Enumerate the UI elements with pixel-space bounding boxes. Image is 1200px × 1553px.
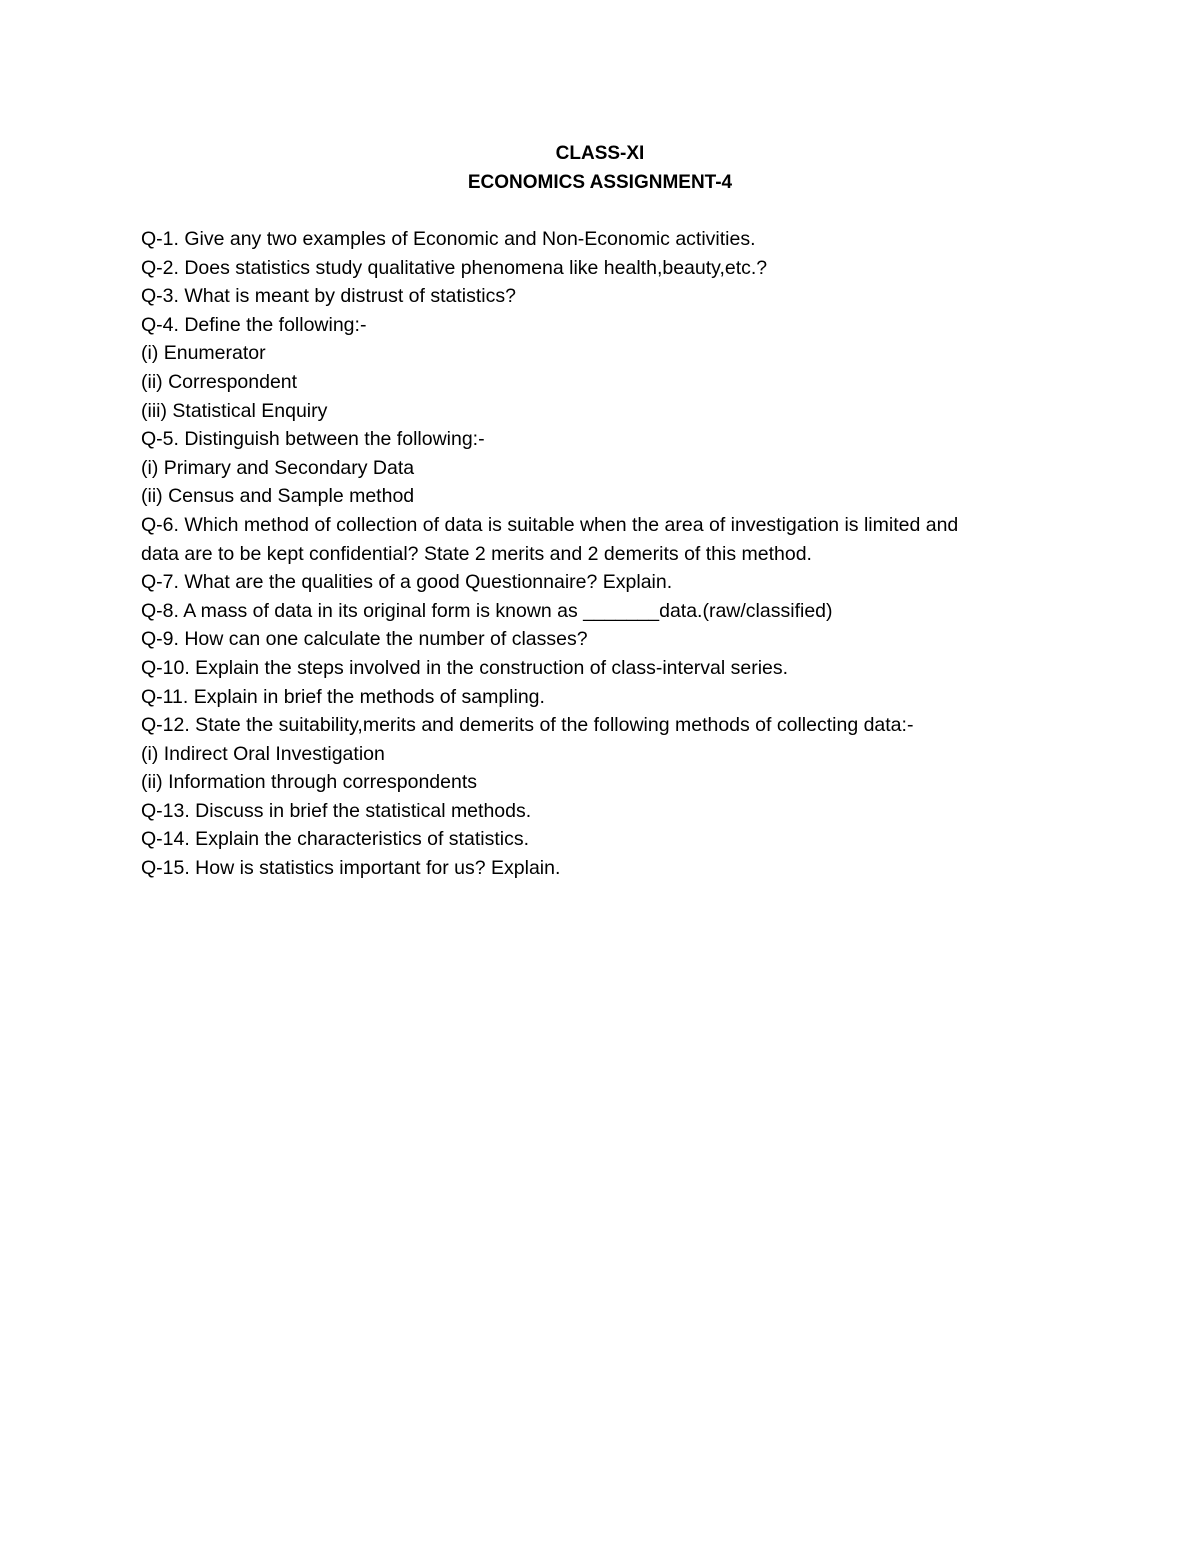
- question-10: Q-10. Explain the steps involved in the construction of class-interval series.: [141, 656, 789, 679]
- question-3: Q-3. What is meant by distrust of statistics?: [141, 285, 516, 308]
- question-4-item-iii: (iii) Statistical Enquiry: [141, 399, 328, 422]
- question-12: Q-12. State the suitability,merits and demerits of the following methods of collecting data:-: [141, 714, 914, 737]
- question-12-item-ii: (ii) Information through correspondents: [141, 771, 478, 794]
- question-11: Q-11. Explain in brief the methods of sampling.: [141, 685, 545, 708]
- question-2: Q-2. Does statistics study qualitative phenomena like health,beauty,etc.?: [141, 256, 768, 279]
- question-7: Q-7. What are the qualities of a good Questionnaire? Explain.: [141, 571, 673, 594]
- question-15: Q-15. How is statistics important for us? Explain.: [141, 857, 561, 880]
- question-6: Q-6. Which method of collection of data is suitable when the area of investigation is limited and: [141, 513, 959, 536]
- question-4-item-ii: (ii) Correspondent: [141, 370, 298, 393]
- question-5-item-ii: (ii) Census and Sample method: [141, 485, 415, 508]
- question-8: Q-8. A mass of data in its original form is known as _______data.(raw/classified): [141, 599, 833, 622]
- assignment-heading: ECONOMICS ASSIGNMENT-4: [467, 172, 733, 193]
- question-13: Q-13. Discuss in brief the statistical methods.: [141, 799, 532, 822]
- question-1: Q-1. Give any two examples of Economic and Non-Economic activities.: [141, 228, 756, 250]
- question-6-continued: data are to be kept confidential? State 2 merits and 2 demerits of this method.: [141, 542, 812, 565]
- question-4: Q-4. Define the following:-: [141, 313, 367, 336]
- question-12-item-i: (i) Indirect Oral Investigation: [141, 742, 385, 765]
- question-4-item-i: (i) Enumerator: [141, 342, 266, 365]
- class-heading: CLASS-XI: [555, 143, 645, 164]
- question-list: [141, 225, 1081, 883]
- question-5-item-i: (i) Primary and Secondary Data: [141, 456, 415, 479]
- question-5: Q-5. Distinguish between the following:-: [141, 428, 485, 451]
- document-header: [0, 139, 1200, 197]
- question-9: Q-9. How can one calculate the number of classes?: [141, 628, 588, 651]
- question-14: Q-14. Explain the characteristics of statistics.: [141, 828, 529, 851]
